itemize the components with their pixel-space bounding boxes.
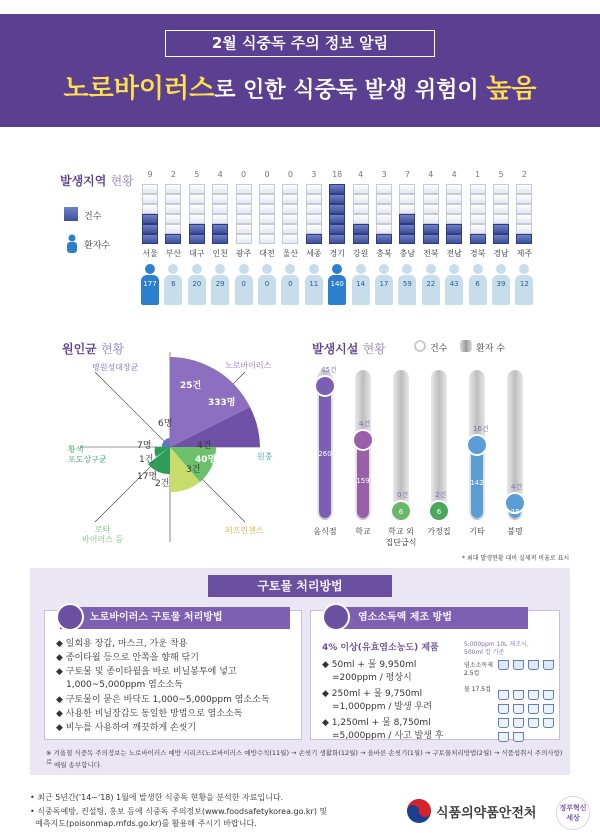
cause-title-light: 현황 xyxy=(100,342,125,356)
cup-icon xyxy=(528,660,539,670)
label-rota: 로타 바이러스 등 xyxy=(82,525,124,544)
cube xyxy=(142,224,158,234)
cube xyxy=(470,194,486,204)
facility-case-count: 16건 xyxy=(473,424,489,433)
region-name: 충남 xyxy=(399,249,416,258)
cube xyxy=(236,214,252,224)
cube xyxy=(493,224,509,234)
val-e-coli-patients: 6명 xyxy=(158,419,173,429)
region-title xyxy=(60,172,134,189)
person-icon xyxy=(209,264,231,306)
cube xyxy=(189,194,205,204)
region-patient-count: 0 xyxy=(241,280,246,288)
region-case-count: 3 xyxy=(381,170,387,179)
cube xyxy=(282,204,298,214)
region-patient-count: 59 xyxy=(402,280,412,288)
region-case-count: 2 xyxy=(521,170,527,179)
cube xyxy=(259,194,275,204)
facility-case-count: 4건 xyxy=(511,483,523,492)
person-icon xyxy=(513,264,535,306)
region-name: 광주 xyxy=(235,249,252,258)
cube xyxy=(399,194,415,204)
region-case-count: 9 xyxy=(147,170,153,179)
header-title: 2월 식중독 주의 정보 알림 xyxy=(165,30,435,57)
region-patient-count: 0 xyxy=(264,280,270,288)
facility-note: * 최대 발생현황 대비 실제적 비율로 표시 xyxy=(462,555,570,562)
vomit-icon xyxy=(56,603,84,631)
val-perf-cases: 3건 xyxy=(186,465,201,475)
cube xyxy=(423,204,439,214)
facility-name: 학교 xyxy=(355,527,371,536)
cube xyxy=(329,184,345,194)
cube xyxy=(259,224,275,234)
region-name: 강원 xyxy=(352,249,369,258)
headline xyxy=(0,68,600,105)
legend-patients-bar xyxy=(460,340,472,352)
person-icon xyxy=(420,264,442,306)
region-name: 서울 xyxy=(142,249,158,258)
region-case-count: 1 xyxy=(475,170,481,179)
cube xyxy=(516,204,532,214)
left-list-item: 1,000~5,000ppm 염소소독 xyxy=(66,680,183,690)
cube xyxy=(399,214,415,224)
cup-icon xyxy=(498,704,509,714)
cube xyxy=(493,194,509,204)
cube xyxy=(259,204,275,214)
label-staph: 황색 포도상구균 xyxy=(68,445,107,464)
cube xyxy=(353,214,369,224)
cup-icon xyxy=(543,704,554,714)
cube xyxy=(446,194,462,204)
cup-icon xyxy=(498,690,509,700)
cube xyxy=(189,184,205,194)
taegeuk-logo-icon xyxy=(406,798,432,824)
cube xyxy=(493,184,509,194)
region-case-count: 0 xyxy=(287,170,293,179)
region-case-count: 4 xyxy=(217,170,223,179)
facility-case-count: 45건 xyxy=(321,366,337,375)
person-icon xyxy=(186,264,208,306)
person-icon xyxy=(396,264,418,306)
slogan-logo: 정부혁신 세상 xyxy=(556,796,590,830)
cube xyxy=(165,184,181,194)
cube xyxy=(423,184,439,194)
cube xyxy=(142,214,158,224)
cube xyxy=(306,184,322,194)
headline-middle: 로 인한 식중독 발생 위험이 xyxy=(214,78,487,103)
legend-cases-ring xyxy=(414,340,426,352)
cube xyxy=(353,204,369,214)
legend-patients-text: 환자수 xyxy=(84,241,111,251)
val-rota-patients: 17명 xyxy=(137,472,158,482)
cube xyxy=(516,194,532,204)
person-icon xyxy=(162,264,184,306)
cube xyxy=(516,234,532,244)
left-list-item: ◆ 일회용 장갑, 마스크, 가운 착용 xyxy=(56,639,188,649)
right-list-item: ◆ 1,250ml + 물 8,750ml xyxy=(322,718,431,728)
facility-patient-count: 6 xyxy=(398,508,404,516)
person-icon xyxy=(467,264,489,306)
region-name: 부산 xyxy=(165,249,182,258)
val-rota-cases: 2건 xyxy=(155,479,170,489)
disposal-title: 구토물 처리방법 xyxy=(208,575,392,597)
cube xyxy=(282,184,298,194)
cup-icon xyxy=(543,690,554,700)
person-icon xyxy=(326,264,348,306)
right-panel-head: 염소소독액 제조 방법 xyxy=(328,607,528,629)
cup-note-4: 2.5컵 xyxy=(464,670,480,677)
left-panel-head: 노로바이러스 구토물 처리방법 xyxy=(60,607,290,629)
person-icon xyxy=(256,264,278,306)
region-title-bold: 발생지역 xyxy=(60,174,107,188)
cube xyxy=(212,214,228,224)
region-patient-count: 6 xyxy=(171,280,176,288)
cup-icon xyxy=(528,718,539,728)
cube xyxy=(212,194,228,204)
region-name: 전북 xyxy=(423,249,439,258)
region-patient-count: 39 xyxy=(496,280,506,288)
header-top-strip xyxy=(0,0,600,14)
headline-end: 높음 xyxy=(486,74,537,104)
region-case-count: 0 xyxy=(264,170,270,179)
cup-icon xyxy=(498,732,509,742)
cube xyxy=(353,194,369,204)
facility-patient-count: 28 xyxy=(510,508,520,516)
bleach-icon xyxy=(322,603,350,631)
footer-line-3: 예측지도(poisonmap.mfds.go.kr)를 활용해 주시기 바랍니다. xyxy=(30,819,257,828)
region-name: 대전 xyxy=(259,249,275,258)
cube xyxy=(306,224,322,234)
org-name: 식품의약품안전처 xyxy=(436,806,537,821)
cup-icon xyxy=(513,718,524,728)
cube xyxy=(259,234,275,244)
cube xyxy=(353,234,369,244)
cube xyxy=(236,194,252,204)
right-list-item: =1,000ppm / 발생 우려 xyxy=(332,702,432,712)
right-list-item: ◆ 250ml + 물 9,750ml xyxy=(322,689,423,699)
region-patient-count: 14 xyxy=(356,280,366,288)
cube xyxy=(329,214,345,224)
cup-icon xyxy=(543,718,554,728)
facility-name: 음식점 xyxy=(313,527,337,536)
region-name: 경남 xyxy=(493,249,509,258)
cube xyxy=(142,234,158,244)
person-icon xyxy=(233,264,255,306)
cube xyxy=(306,194,322,204)
header-banner xyxy=(0,0,600,127)
cube xyxy=(446,224,462,234)
disposal-footnote-1: ※ 겨울철 식중독 주의정보는 노로바이러스 예방 시리즈(노로바이러스 예방수칙(11월) → 손씻기 생활화(12월) → 올바른 손씻기(1월) → 구토물처리방법(2월) → 식품섭취시 주의사항)로 xyxy=(46,749,563,766)
cube xyxy=(516,184,532,194)
cup-icon xyxy=(513,704,524,714)
region-case-count: 2 xyxy=(170,170,176,179)
cube xyxy=(306,234,322,244)
facility-legend-cases: 건수 xyxy=(430,344,448,354)
region-name: 전남 xyxy=(446,249,462,258)
region-case-count: 4 xyxy=(451,170,457,179)
footer-line-2: • 식중독예방, 컨설팅, 홍보 등에 식중독 주의정보(www.foodsafetykorea.go.kr) 및 xyxy=(30,807,328,816)
facility-name: 가정집 xyxy=(427,527,451,536)
facility-case-count: 2건 xyxy=(435,491,447,499)
region-title-light: 현황 xyxy=(110,174,134,188)
cube xyxy=(282,194,298,204)
cube xyxy=(236,224,252,234)
cube xyxy=(212,204,228,214)
cube xyxy=(189,224,205,234)
region-patient-count: 0 xyxy=(288,280,293,288)
cube xyxy=(212,224,228,234)
region-patient-count: 140 xyxy=(330,280,344,288)
cube xyxy=(329,204,345,214)
cube xyxy=(446,234,462,244)
cup-icon xyxy=(513,690,524,700)
facility-name: 기타 xyxy=(469,527,485,536)
facility-case-count: 0건 xyxy=(397,491,409,499)
cube xyxy=(142,194,158,204)
cube xyxy=(165,234,181,244)
cube xyxy=(446,184,462,194)
cube xyxy=(399,234,415,244)
region-patient-count: 29 xyxy=(215,280,225,288)
region-case-count: 4 xyxy=(358,170,364,179)
right-list-item: =5,000ppm / 사고 발생 후 xyxy=(332,731,444,741)
region-case-count: 0 xyxy=(241,170,247,179)
cube xyxy=(353,224,369,234)
cube xyxy=(470,224,486,234)
facility-patient-count: 142 xyxy=(470,478,484,487)
val-noro-cases: 25건 xyxy=(180,381,202,391)
cube xyxy=(470,204,486,214)
person-icon xyxy=(279,264,301,306)
facility-legend-patients: 환자 수 xyxy=(476,344,505,354)
region-name: 제주 xyxy=(516,249,533,258)
region-case-count: 3 xyxy=(311,170,317,179)
region-case-count: 18 xyxy=(332,170,343,179)
cube xyxy=(165,204,181,214)
cup-icon xyxy=(513,732,524,742)
cube xyxy=(470,234,486,244)
val-staph-patients: 7명 xyxy=(137,441,152,451)
val-noro-patients: 333명 xyxy=(208,398,236,408)
cube xyxy=(516,214,532,224)
cube xyxy=(423,224,439,234)
cube xyxy=(329,194,345,204)
person-icon xyxy=(443,264,465,306)
cube xyxy=(516,224,532,234)
facility-case-count: 4건 xyxy=(359,420,371,429)
cube xyxy=(376,204,392,214)
cube xyxy=(446,214,462,224)
cube xyxy=(493,204,509,214)
cube xyxy=(306,204,322,214)
cube xyxy=(376,234,392,244)
cube xyxy=(236,184,252,194)
left-list-item: ◆ 비누를 사용하여 깨끗하게 손씻기 xyxy=(56,723,197,733)
facility-patient-count: 260 xyxy=(318,449,332,458)
val-other-cases: 4건 xyxy=(197,441,212,451)
cube xyxy=(282,224,298,234)
region-name: 대구 xyxy=(189,249,205,258)
cause-title-bold: 원인균 xyxy=(62,342,97,356)
person-icon xyxy=(350,264,372,306)
facility-title-bold: 발생시설 xyxy=(312,342,359,356)
person-icon xyxy=(139,264,161,306)
cube xyxy=(470,214,486,224)
cube xyxy=(165,214,181,224)
left-list-item: ◆ 종이타월 등으로 안쪽을 향해 닦기 xyxy=(56,653,199,663)
cube xyxy=(470,184,486,194)
cube xyxy=(329,234,345,244)
disposal-footnote-2: 매월 송부합니다. xyxy=(54,761,103,769)
cube xyxy=(189,204,205,214)
cube xyxy=(423,234,439,244)
cup-icon xyxy=(498,660,509,670)
left-list-item: ◆ 사용한 비닐장갑도 동일한 방법으로 염소소독 xyxy=(56,709,243,719)
label-other: 원충 xyxy=(257,452,273,461)
cube xyxy=(142,204,158,214)
facility-title xyxy=(312,340,386,357)
region-case-count: 5 xyxy=(498,170,504,179)
cup-icon xyxy=(528,690,539,700)
cube xyxy=(399,204,415,214)
region-patient-count: 20 xyxy=(192,280,202,288)
region-patient-count: 11 xyxy=(309,280,319,288)
left-list-item: ◆ 구토물 및 종이타월을 바로 비닐봉투에 넣고 xyxy=(56,667,237,677)
person-icon xyxy=(373,264,395,306)
region-patient-count: 177 xyxy=(143,280,157,288)
cube xyxy=(423,214,439,224)
cup-icon xyxy=(513,660,524,670)
cup-icon xyxy=(543,660,554,670)
cube xyxy=(212,184,228,194)
headline-highlight: 노로바이러스 xyxy=(63,74,215,104)
region-case-count: 7 xyxy=(404,170,410,179)
cube xyxy=(282,214,298,224)
cup-note-3: 염소소독제 xyxy=(464,662,493,669)
facility-icon xyxy=(466,434,488,456)
label-perfringens: 퍼프린젠스 xyxy=(225,526,264,535)
cube xyxy=(189,214,205,224)
cube xyxy=(236,234,252,244)
person-legend-icon xyxy=(66,234,78,258)
cube xyxy=(399,184,415,194)
cube xyxy=(165,194,181,204)
footer-line-1: • 최근 5년간('14~'18) 1월에 발생한 식중독 현황을 분석한 자료입니다. xyxy=(30,793,284,802)
cube xyxy=(423,194,439,204)
right-list-item: =200ppm / 평상시 xyxy=(332,673,412,683)
region-case-count: 5 xyxy=(194,170,200,179)
cube xyxy=(236,204,252,214)
label-e-coli: 병원성대장균 xyxy=(92,363,139,372)
cup-icon xyxy=(498,718,509,728)
right-list-item: ◆ 50ml + 물 9,950ml xyxy=(322,660,417,670)
region-patient-count: 12 xyxy=(519,280,529,288)
region-name: 인천 xyxy=(212,249,228,258)
right-sub: 4% 이상(유효염소농도) 제품 xyxy=(322,643,439,653)
legend-cases-text: 건수 xyxy=(84,212,102,222)
region-name: 경북 xyxy=(469,249,486,258)
cube xyxy=(189,234,205,244)
region-patient-count: 17 xyxy=(379,280,389,288)
region-name: 충북 xyxy=(376,249,392,258)
cube-legend-icon xyxy=(64,207,78,221)
cube xyxy=(446,204,462,214)
person-icon xyxy=(303,264,325,306)
cube xyxy=(493,214,509,224)
cube xyxy=(376,194,392,204)
cube xyxy=(376,224,392,234)
region-case-count: 4 xyxy=(428,170,434,179)
facility-patient-count: 6 xyxy=(436,508,442,516)
cube xyxy=(142,184,158,194)
person-icon xyxy=(490,264,512,306)
cube xyxy=(493,234,509,244)
cube xyxy=(259,184,275,194)
facility-patient-count: 159 xyxy=(356,476,370,485)
cube xyxy=(165,224,181,234)
facility-title-light: 현황 xyxy=(362,342,386,356)
region-patient-count: 6 xyxy=(475,280,480,288)
left-list-item: ◆ 구토물이 묻은 바닥도 1,000~5,000ppm 염소소독 xyxy=(56,695,270,705)
region-name: 울산 xyxy=(282,249,299,258)
val-perf-patients: 40명 xyxy=(195,455,217,465)
facility-name: 학교 외 집단급식 xyxy=(385,527,417,547)
region-patient-count: 43 xyxy=(449,280,459,288)
region-name: 경기 xyxy=(329,249,345,258)
cube xyxy=(282,234,298,244)
cup-note-2: 500ml 컵 기준 xyxy=(464,649,505,656)
cube xyxy=(212,234,228,244)
cube xyxy=(376,214,392,224)
cup-note-5: 물 17.5컵 xyxy=(464,686,491,693)
cup-note-1: 5,000ppm 10L 제조시, xyxy=(464,641,529,648)
cube xyxy=(353,184,369,194)
val-staph-cases: 1건 xyxy=(139,455,154,465)
region-name: 세종 xyxy=(306,249,322,258)
cube xyxy=(306,214,322,224)
region-patient-count: 22 xyxy=(426,280,436,288)
cup-icon xyxy=(528,704,539,714)
cube xyxy=(259,214,275,224)
cube xyxy=(376,184,392,194)
cube xyxy=(329,224,345,234)
facility-name: 불명 xyxy=(507,527,523,536)
label-norovirus: 노로바이러스 xyxy=(225,361,272,370)
cube xyxy=(399,224,415,234)
